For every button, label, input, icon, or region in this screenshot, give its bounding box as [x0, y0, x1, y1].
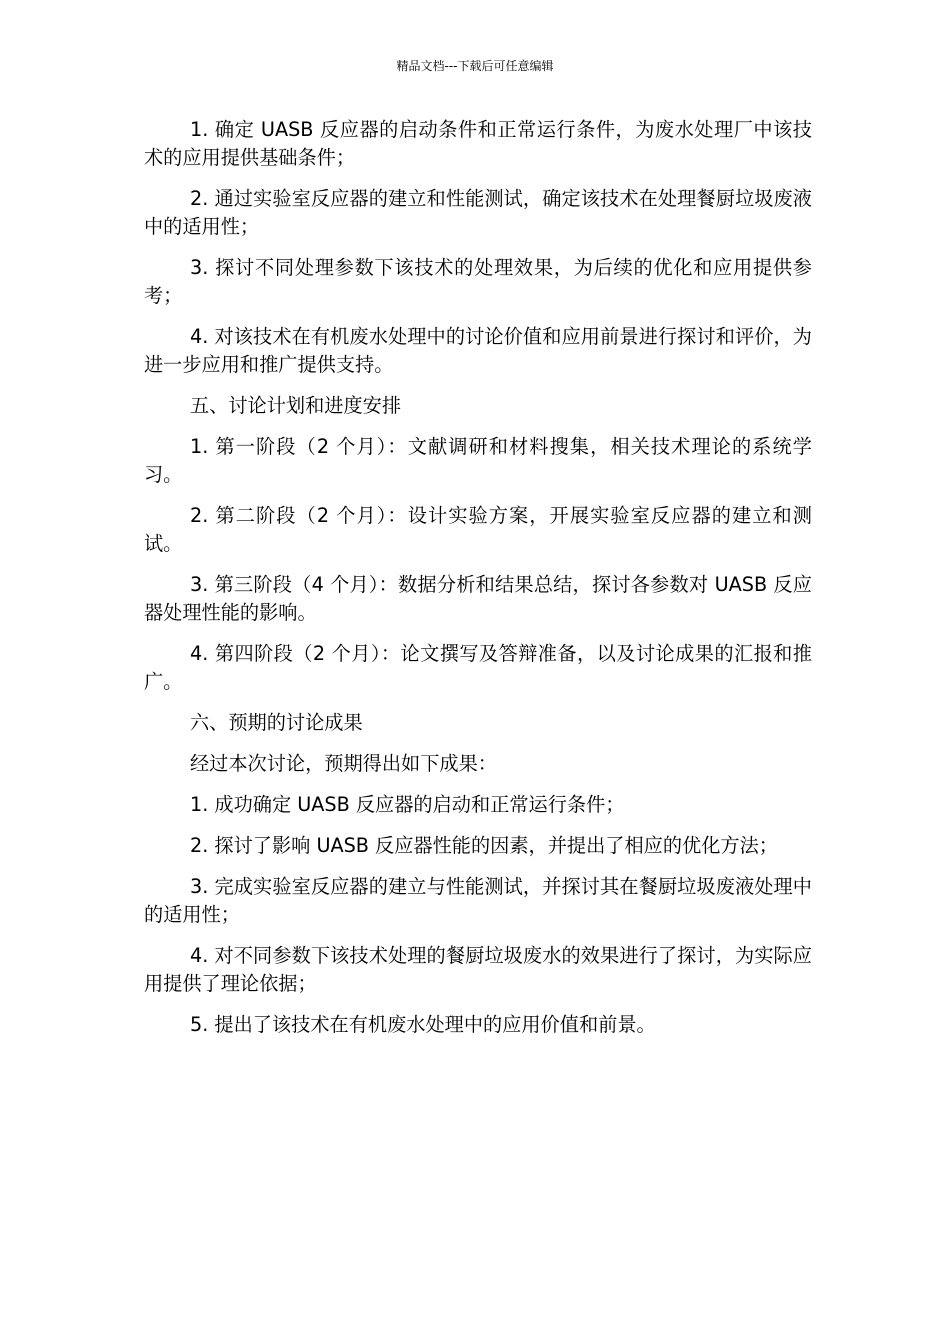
- objective-paragraph-2: 2. 通过实验室反应器的建立和性能测试，确定该技术在处理餐厨垃圾废液中的适用性；: [144, 187, 812, 238]
- section-heading-schedule: 五、讨论计划和进度安排: [190, 394, 402, 417]
- result-item-5: 5. 提出了该技术在有机废水处理中的应用价值和前景。: [190, 1013, 656, 1036]
- result-item-2: 2. 探讨了影响 UASB 反应器性能的因素，并提出了相应的优化方法；: [190, 834, 778, 857]
- section-heading-results: 六、预期的讨论成果: [190, 711, 363, 734]
- objective-paragraph-3: 3. 探讨不同处理参数下该技术的处理效果，为后续的优化和应用提供参考；: [144, 256, 812, 307]
- objective-paragraph-1: 1. 确定 UASB 反应器的启动条件和正常运行条件，为废水处理厂中该技术的应用提供基础条件；: [144, 118, 812, 169]
- schedule-phase-2: 2. 第二阶段（2 个月）：设计实验方案，开展实验室反应器的建立和测试。: [144, 504, 812, 555]
- document-body: [144, 116, 812, 1052]
- schedule-phase-3: 3. 第三阶段（4 个月）：数据分析和结果总结，探讨各参数对 UASB 反应器处理性能的影响。: [144, 573, 812, 624]
- result-item-4: 4. 对不同参数下该技术处理的餐厨垃圾废水的效果进行了探讨，为实际应用提供了理论依据；: [144, 944, 812, 995]
- results-intro: 经过本次讨论，预期得出如下成果：: [190, 752, 497, 775]
- result-item-1: 1. 成功确定 UASB 反应器的启动和正常运行条件；: [190, 793, 625, 816]
- schedule-phase-1: 1. 第一阶段（2 个月）：文献调研和材料搜集，相关技术理论的系统学习。: [144, 435, 812, 486]
- objective-paragraph-4: 4. 对该技术在有机废水处理中的讨论价值和应用前景进行探讨和评价，为进一步应用和推广提供支持。: [144, 325, 812, 376]
- result-item-3: 3. 完成实验室反应器的建立与性能测试，并探讨其在餐厨垃圾废液处理中的适用性；: [144, 875, 812, 926]
- schedule-phase-4: 4. 第四阶段（2 个月）：论文撰写及答辩准备，以及讨论成果的汇报和推广。: [144, 642, 812, 693]
- page-header: 精品文档---下载后可任意编辑: [396, 59, 554, 73]
